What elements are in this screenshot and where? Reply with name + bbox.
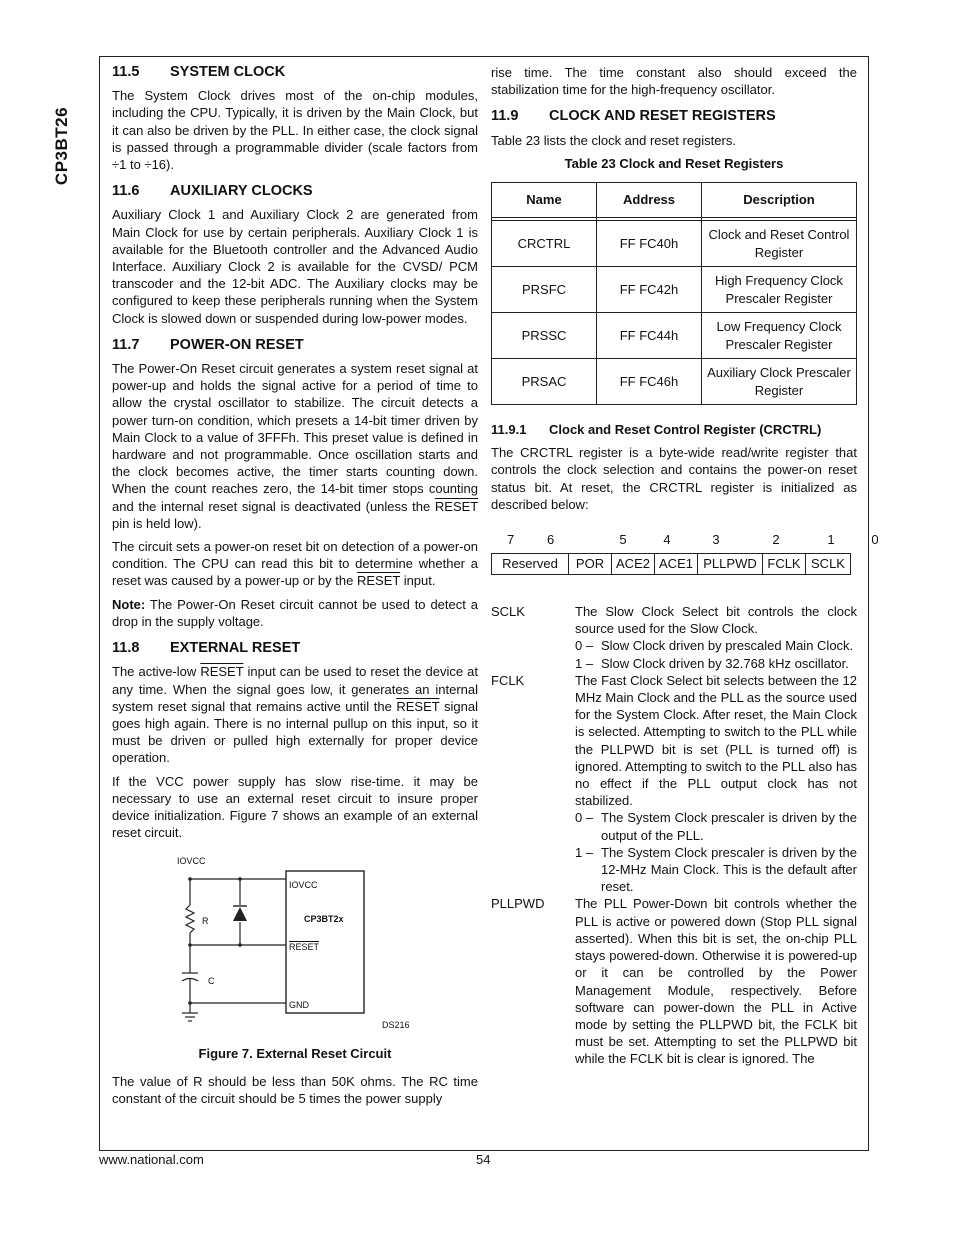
cell-description: Low Frequency Clock Prescaler Register: [702, 313, 857, 359]
right-column: [491, 64, 879, 1068]
footer-url[interactable]: www.national.com: [99, 1152, 204, 1167]
frame-bottom-line: [99, 1150, 869, 1151]
heading-11-6: 11.6 AUXILIARY CLOCKS: [112, 183, 313, 200]
note: Note: The Power-On Reset circuit cannot be used to detect a drop in the supply voltage.: [112, 596, 478, 629]
paragraph: rise time. The time constant also should exceed the stabilization time for the high-frequency oscillator.: [491, 65, 857, 98]
def-option: 1 – Slow Clock driven by 32.768 kHz oscillator.: [575, 655, 849, 671]
def-desc: The Fast Clock Select bit selects between the 12 MHz Main Clock and the PLL as the source used for the System Clock. After reset, the Main Clock is selected. Attempting to switch to the PLL while the PLLPWD bit is set (PLL is turned off) is ignored. Attempting to switch to the PLL also has no effect if the PLL output clock has not stabilized.: [575, 672, 857, 809]
chip-gnd-pin: GND: [289, 1000, 309, 1011]
field-pllpwd: PLLPWD: [698, 553, 763, 575]
def-option: 0 – Slow Clock driven by prescaled Main Clock.: [575, 638, 854, 654]
header-address: Address: [597, 183, 702, 218]
def-term: SCLK: [491, 604, 525, 620]
cell-name: PRSFC: [492, 267, 597, 313]
left-column: [112, 64, 478, 1113]
bit-number: 4: [663, 532, 671, 548]
chip-iovcc-pin: IOVCC: [289, 880, 318, 891]
product-name: CP3BT26: [52, 106, 71, 186]
def-desc: The PLL Power-Down bit controls whether the PLL is active or powered down (Stop PLL signal asserted). When this bit is set, the on-chip PLL stays powered-down. Otherwise it is powered-up or it can be controlled by the Power Management Module, respectively. Before software can power-down the PLL in Active mode by setting the PLLPWD bit, the FCLK bit must be set. Attempting to set the PLLPWD bit while the FCLK bit is clear is ignored. The: [575, 896, 857, 1067]
bit-number: 7: [507, 532, 515, 548]
heading-11-9: 11.9 CLOCK AND RESET REGISTERS: [491, 108, 776, 125]
paragraph: The CRCTRL register is a byte-wide read/write register that controls the clock selection and contains the power-on reset status bit. At reset, the CRCTRL register is initialized as described below:: [491, 445, 857, 512]
paragraph: The value of R should be less than 50K ohms. The RC time constant of the circuit should be 5 times the power supply: [112, 1073, 478, 1106]
cell-address: FF FC44h: [597, 313, 702, 359]
field-fclk: FCLK: [763, 553, 806, 575]
bit-number: 0: [871, 532, 879, 548]
cell-address: FF FC40h: [597, 221, 702, 267]
paragraph: The active-low RESET input can be used to reset the device at any time. When the signal goes low, it generates an internal system reset signal that remains active until the RESET signal goes high again. There is no internal pullup on this input, so it must be driven or pulled high externally for proper device operation.: [112, 664, 479, 766]
field-ace1: ACE1: [655, 553, 698, 575]
paragraph: The Power-On Reset circuit generates a system reset signal at power-up and holds the signal active for a period of time to allow the crystal oscillator to stabilize. The circuit detects a power turn-on condition, which presets a 14-bit timer driven by Main Clock to a value of 3FFFh. This preset value is defined in hardware and not programmable. Once oscillation starts and the clock becomes active, the timer starts counting down. When the count reaches zero, the 14-bit timer stops counting and the internal reset signal is deactivated (unless the RESET pin is held low).: [112, 361, 478, 531]
frame-left-line: [99, 56, 100, 1151]
cell-description: Auxiliary Clock Prescaler Register: [702, 359, 857, 405]
def-desc: The Slow Clock Select bit controls the clock source used for the Slow Clock.: [575, 604, 857, 637]
registers-table: [491, 182, 857, 405]
figure-code: DS216: [382, 1020, 410, 1031]
paragraph: The System Clock drives most of the on-chip modules, including the CPU. Typically, it is driven by the Main Clock, but it can also be driven by the PLL. In either case, the clock signal is passed through a programmable divider (scale factors from ÷1 to ÷16).: [112, 88, 478, 173]
def-pllpwd: [491, 895, 857, 1067]
frame-top-line: [99, 56, 869, 57]
bit-definitions: [491, 603, 857, 1067]
def-sclk: [491, 603, 857, 672]
figure-caption: Figure 7. External Reset Circuit: [198, 1046, 392, 1062]
heading-11-8: 11.8 EXTERNAL RESET: [112, 640, 301, 657]
cell-name: PRSAC: [492, 359, 597, 405]
field-ace2: ACE2: [612, 553, 655, 575]
cell-address: FF FC46h: [597, 359, 702, 405]
heading-11-7: 11.7 POWER-ON RESET: [112, 336, 304, 353]
cell-name: PRSSC: [492, 313, 597, 359]
table-caption: Table 23 Clock and Reset Registers: [564, 155, 784, 171]
def-fclk: [491, 672, 857, 896]
table-row: [492, 267, 857, 313]
chip-reset-pin: RESET: [289, 942, 320, 953]
heading-11-9-1: 11.9.1 Clock and Reset Control Register (CRCTRL): [491, 422, 822, 438]
chip-name: CP3BT2x: [304, 914, 344, 925]
cell-description: Clock and Reset Control Register: [702, 221, 857, 267]
table-header-row: [492, 183, 857, 218]
bit-number: 2: [772, 532, 780, 548]
field-sclk: SCLK: [806, 553, 851, 575]
cell-address: FF FC42h: [597, 267, 702, 313]
paragraph: Table 23 lists the clock and reset registers.: [491, 132, 736, 148]
page-number: 54: [476, 1152, 491, 1167]
figure-7: [112, 849, 478, 1039]
bit-number: 6: [547, 532, 555, 548]
register-fields: [491, 553, 857, 575]
table-row: [492, 221, 857, 267]
iovcc-label: IOVCC: [177, 856, 206, 867]
heading-11-5: 11.5 SYSTEM CLOCK: [112, 64, 286, 80]
frame-right-line: [868, 56, 869, 1151]
header-description: Description: [702, 183, 857, 218]
paragraph: Auxiliary Clock 1 and Auxiliary Clock 2 are generated from Main Clock for use by certain peripherals. Auxiliary Clock 1 is available for the Bluetooth controller and the Advanced Audio Interface. Auxiliary Clock 2 is available for the CVSD/ PCM transcoder and the 12-bit ADC. The Auxiliary clocks may be configured to keep these peripherals running when the System Clock is slowed down or suspended during low-power modes.: [112, 207, 478, 326]
capacitor-label: C: [208, 976, 215, 987]
bit-number: 1: [827, 532, 835, 548]
register-bit-layout: [491, 531, 879, 553]
table-row: [492, 359, 857, 405]
resistor-label: R: [202, 916, 209, 927]
field-por: POR: [569, 553, 612, 575]
bit-number: 3: [712, 532, 720, 548]
cell-name: CRCTRL: [492, 221, 597, 267]
paragraph: The circuit sets a power-on reset bit on detection of a power-on condition. The CPU can read this bit to determine whether a reset was caused by a power-up or by the RESET input.: [112, 539, 478, 589]
bit-number: 5: [619, 532, 627, 548]
def-term: FCLK: [491, 672, 525, 688]
cell-description: High Frequency Clock Prescaler Register: [702, 267, 857, 313]
def-option: 0 – The System Clock prescaler is driven by the output of the PLL.: [575, 810, 857, 843]
field-reserved: Reserved: [491, 553, 569, 575]
paragraph: If the VCC power supply has slow rise-time. it may be necessary to use an external reset circuit to insure proper device initialization. Figure 7 shows an example of an external reset circuit.: [112, 773, 478, 841]
def-term: PLLPWD: [491, 896, 545, 912]
header-name: Name: [492, 183, 597, 218]
def-option: 1 – The System Clock prescaler is driven by the 12-MHz Main Clock. This is the default after reset.: [575, 844, 857, 895]
side-title: [40, 56, 84, 236]
table-row: [492, 313, 857, 359]
